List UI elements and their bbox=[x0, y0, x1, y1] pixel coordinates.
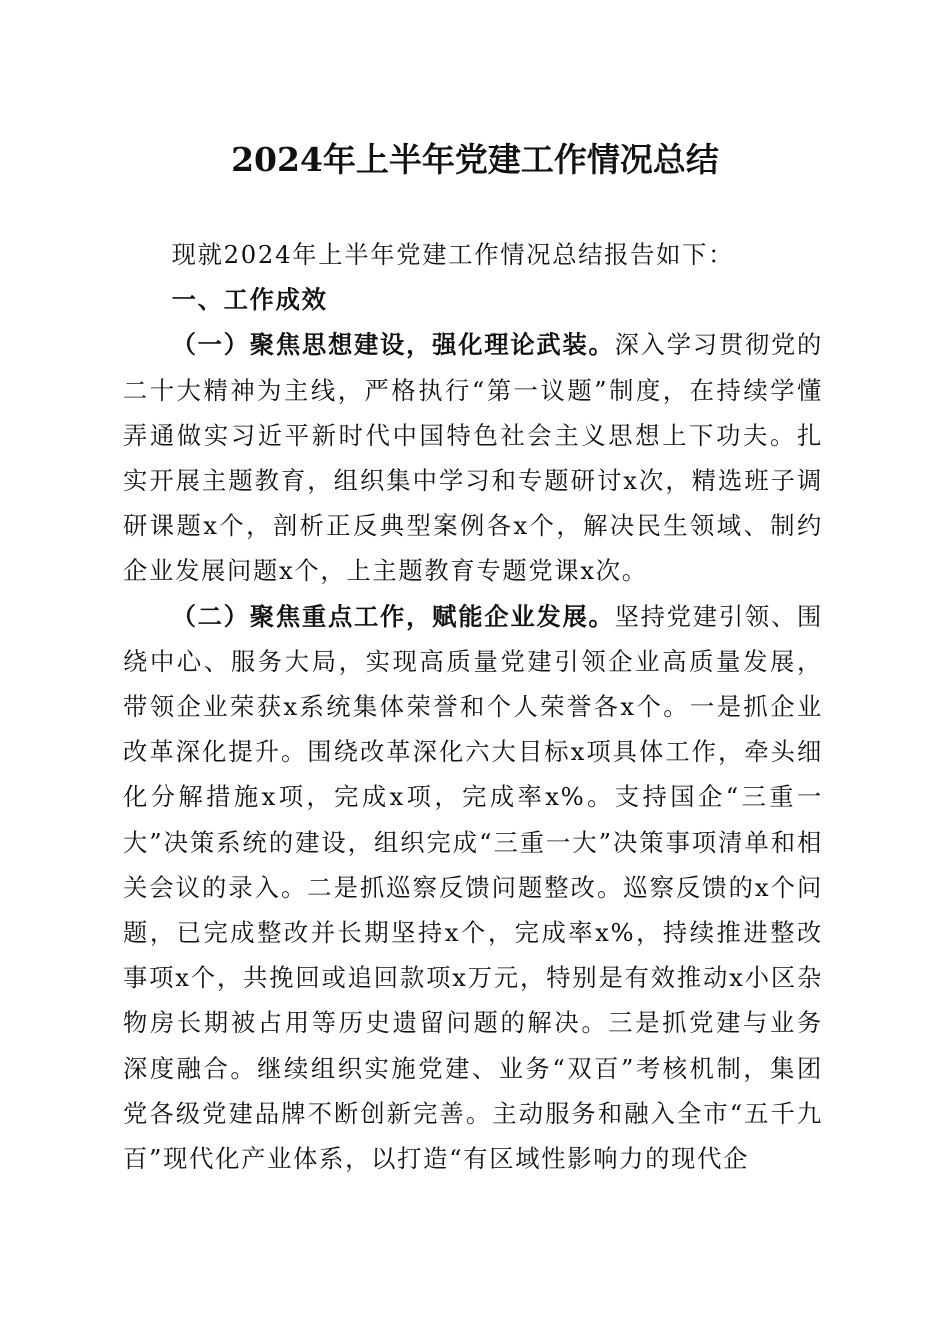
paragraph-key-work bbox=[123, 594, 823, 1182]
document-title: 2024年上半年党建工作情况总结 bbox=[231, 140, 719, 179]
paragraph-lead: （一）聚焦思想建设，强化理论武装。 bbox=[171, 330, 615, 360]
intro-paragraph: 现就2024年上半年党建工作情况总结报告如下： bbox=[171, 240, 735, 269]
paragraph-thought-building bbox=[123, 322, 823, 593]
paragraph-lead: （二）聚焦重点工作，赋能企业发展。 bbox=[171, 601, 615, 631]
section-heading: 一、工作成效 bbox=[171, 285, 328, 315]
paragraph-text: 坚持党建引领、围绕中心、服务大局，实现高质量党建引领企业高质量发展，带领企业荣获x系统集体荣誉和个人荣誉各x个。一是抓企业改革深化提升。围绕改革深化六大目标x项具体工作，牵头细化分解措施x项，完成x项，完成率x%。支持国企“三重一大”决策系统的建设，组织完成“三重一大”决策事项清单和相关会议的录入。二是抓巡察反馈问题整改。巡察反馈的x个问题，已完成整改并长期坚持x个，完成率x%，持续推进整改事项x个，共挽回或追回款项x万元，特别是有效推动x小区杂物房长期被占用等历史遗留问题的解决。三是抓党建与业务深度融合。继续组织实施党建、业务“双百”考核机制，集团党各级党建品牌不断创新完善。主动服务和融入全市“五千九百”现代化产业体系，以打造“有区域性影响力的现代企 bbox=[123, 601, 823, 1174]
paragraph-text: 深入学习贯彻党的二十大精神为主线，严格执行“第一议题”制度，在持续学懂弄通做实习近平新时代中国特色社会主义思想上下功夫。扎实开展主题教育，组织集中学习和专题研讨x次，精选班子调研课题x个，剖析正反典型案例各x个，解决民生领域、制约企业发展问题x个，上主题教育专题党课x次。 bbox=[123, 330, 823, 586]
document-body bbox=[123, 232, 823, 1181]
